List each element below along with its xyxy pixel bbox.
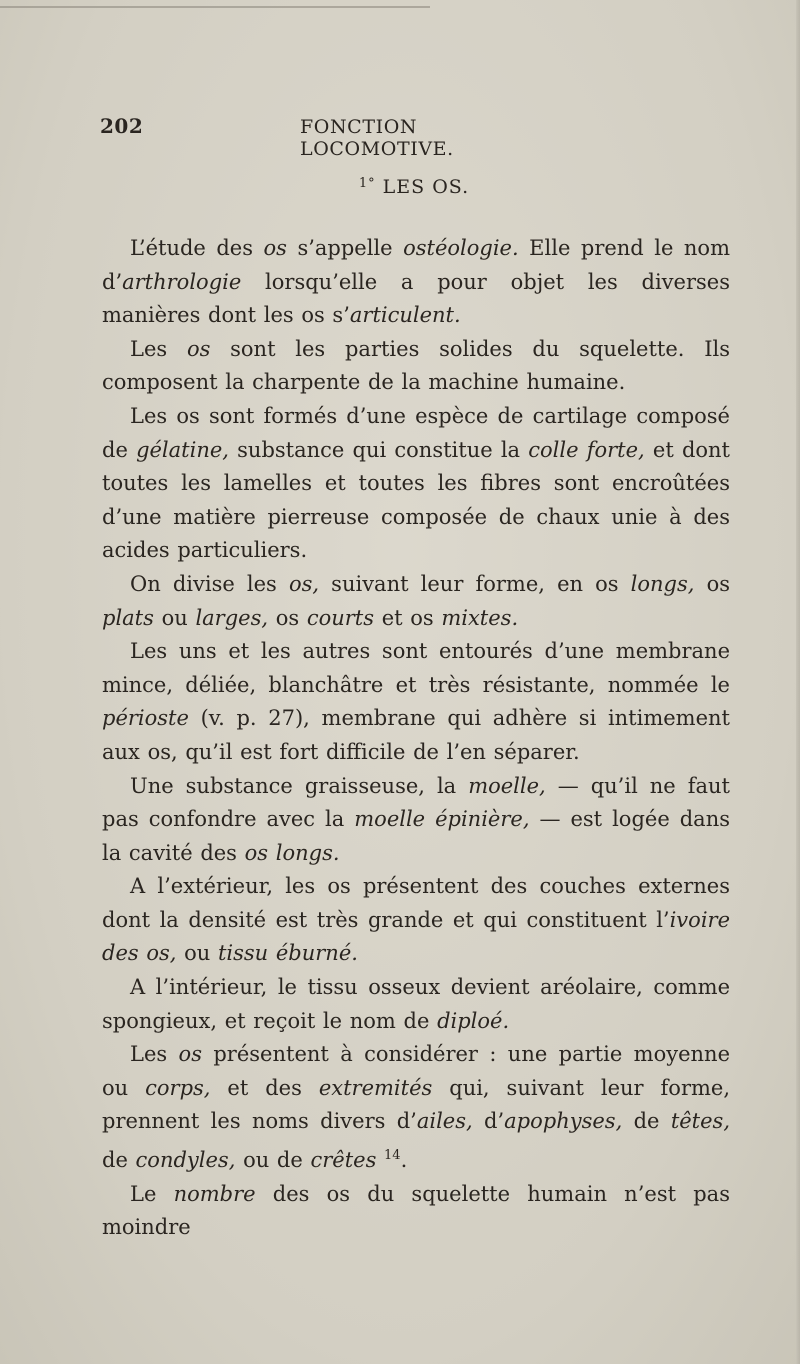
italic-term: gélatine,: [136, 437, 229, 462]
italic-term: os: [178, 1042, 202, 1067]
section-number: 1°: [358, 176, 376, 191]
text-run: s’appelle: [286, 236, 404, 260]
text-run: et dont toutes les lamelles et toutes les fibres sont encroûtées d’une matière pierreuse composée de chaux unie à des acides particuliers.: [102, 437, 730, 563]
text-run: (v. p. 27), membrane qui adhère si intimement aux os, qu’il est fort difficile de l’en séparer.: [102, 706, 730, 764]
italic-term: têtes,: [670, 1109, 730, 1134]
italic-term: longs,: [630, 571, 695, 596]
page-number: 202: [100, 114, 144, 138]
italic-term: colle forte,: [528, 437, 645, 462]
text-run: présentent à considérer : une partie moyenne ou: [102, 1042, 730, 1100]
text-run: d’: [472, 1109, 505, 1134]
text-run: os: [268, 605, 307, 630]
text-run: de: [622, 1109, 671, 1134]
italic-term: crêtes: [310, 1148, 377, 1173]
text-run: Les: [130, 1042, 179, 1067]
text-run: On divise les: [130, 571, 289, 596]
paragraph: [102, 333, 730, 400]
paragraph: [102, 1038, 730, 1177]
section-heading: [0, 176, 800, 198]
paragraph: [102, 971, 730, 1038]
top-rule: [0, 6, 430, 8]
text-run: substance qui constitue la: [228, 437, 529, 462]
body-text: [102, 232, 730, 1245]
italic-term: périoste: [102, 706, 189, 731]
paragraph: [102, 1178, 730, 1245]
italic-term: arthrologie: [122, 269, 242, 294]
text-run: ou: [176, 941, 218, 966]
text-run: des os du squelette humain n’est pas moindre: [102, 1181, 730, 1240]
italic-term: os: [186, 336, 211, 361]
text-run: et des: [210, 1075, 319, 1100]
italic-term: courts: [306, 605, 375, 630]
text-run: Les uns et les autres sont entourés d’une membrane mince, déliée, blanchâtre et très résistante, nommée le: [102, 639, 730, 697]
italic-term: nombre: [173, 1181, 256, 1206]
footnote-ref: 14: [384, 1148, 401, 1164]
text-run: Le: [130, 1181, 174, 1206]
italic-term: condyles,: [135, 1148, 236, 1173]
text-run: suivant leur forme, en os: [319, 571, 631, 596]
italic-term: larges,: [195, 605, 269, 630]
italic-term: moelle épinière,: [354, 807, 530, 832]
text-run: lorsqu’elle a pour objet les diverses manières dont les os s’: [102, 269, 730, 328]
text-run: Une substance graisseuse, la: [130, 773, 469, 798]
italic-term: os,: [288, 571, 320, 596]
italic-term: articulent.: [349, 303, 461, 328]
text-run: ou: [153, 605, 196, 630]
text-run: Les os sont formés d’une espèce de cartilage composé de: [102, 403, 730, 462]
text-run: — qu’il ne faut pas confondre avec la: [102, 773, 730, 832]
italic-term: os longs.: [244, 840, 340, 865]
text-run: [376, 1148, 384, 1172]
paragraph: [102, 635, 730, 769]
text-run: de: [102, 1148, 136, 1173]
text-run: Elle prend le nom d’: [102, 236, 730, 294]
text-run: os: [694, 571, 730, 596]
italic-term: ivoire des os,: [102, 907, 730, 966]
section-title: LES OS.: [382, 176, 470, 198]
italic-term: extremités: [318, 1075, 433, 1100]
running-header: [100, 114, 540, 160]
italic-term: ostéologie.: [403, 236, 519, 260]
page-edge: [796, 0, 800, 1364]
paragraph: [102, 770, 730, 871]
italic-term: ailes,: [416, 1109, 473, 1134]
italic-term: plats: [102, 605, 154, 630]
text-run: qui, suivant leur forme, prennent les noms divers d’: [102, 1075, 731, 1134]
italic-term: os: [263, 236, 287, 260]
paragraph: [102, 232, 730, 333]
paragraph: [102, 400, 730, 568]
italic-term: corps,: [145, 1075, 211, 1100]
text-run: sont les parties solides du squelette. Ils composent la charpente de la machine humaine.: [102, 336, 731, 395]
text-run: et os: [374, 605, 442, 630]
italic-term: apophyses,: [504, 1109, 623, 1134]
running-title: FONCTION LOCOMOTIVE.: [300, 116, 454, 160]
text-run: .: [400, 1148, 408, 1173]
italic-term: moelle,: [468, 773, 546, 798]
text-run: L’étude des: [130, 236, 264, 260]
paragraph: [102, 568, 730, 635]
italic-term: mixtes.: [441, 605, 519, 630]
text-run: A l’intérieur, le tissu osseux devient aréolaire, comme spongieux, et reçoit le nom de: [102, 975, 730, 1033]
italic-term: diploé.: [437, 1008, 510, 1033]
text-run: ou de: [235, 1148, 311, 1173]
text-run: — est logée dans la cavité des: [102, 807, 730, 865]
text-run: Les: [130, 336, 187, 361]
italic-term: tissu éburné.: [217, 941, 358, 966]
text-run: A l’extérieur, les os présentent des couches externes dont la densité est très grande et qui constituent l’: [102, 874, 730, 932]
paragraph: [102, 870, 730, 971]
